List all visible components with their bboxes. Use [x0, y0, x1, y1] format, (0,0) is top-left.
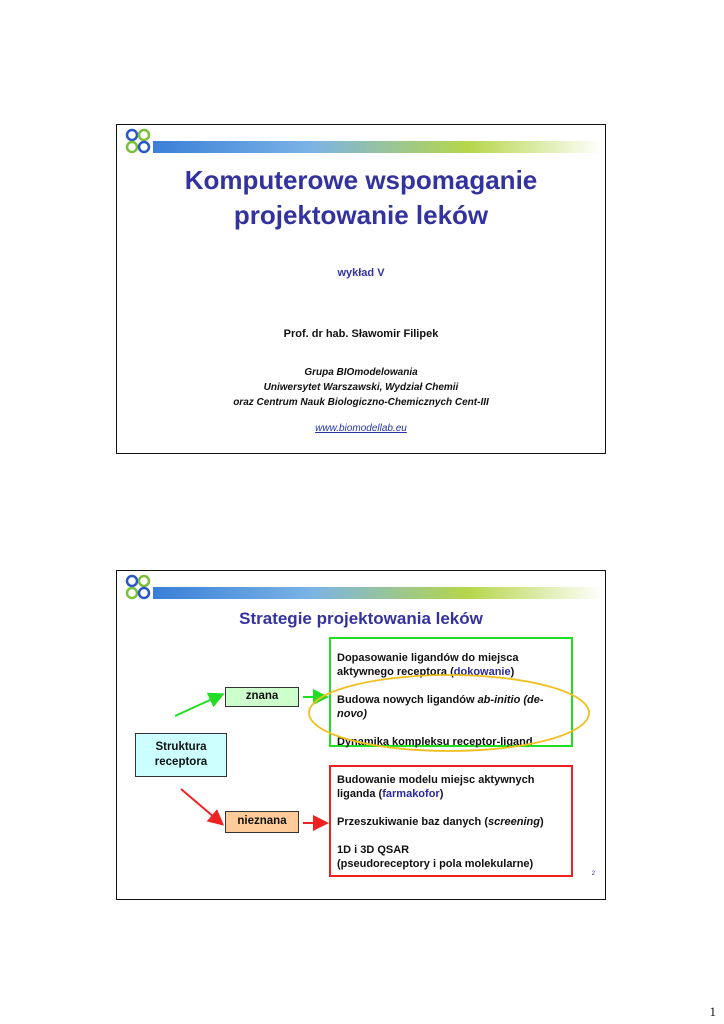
- slide-number: 2: [591, 871, 595, 877]
- known-item-docking-line1: Dopasowanie ligandów do miejsca: [337, 652, 519, 664]
- unknown-item-pharmacophore-line1: Budowanie modelu miejsc aktywnych: [337, 774, 535, 786]
- lecture-subtitle: wykład V: [337, 267, 385, 279]
- unknown-item-pharmacophore-line2: liganda (farmakofor): [337, 788, 444, 800]
- unknown-methods-box: [329, 765, 573, 877]
- page-title: Komputerowe wspomaganie projektowanie leków: [184, 165, 538, 230]
- header-gradient-bar: [153, 587, 603, 599]
- unknown-item-qsar-line1: 1D i 3D QSAR: [337, 844, 410, 856]
- title-slide: [116, 124, 606, 454]
- structure-receptor-box: Struktura receptora: [135, 733, 227, 777]
- strategy-slide: [116, 570, 606, 900]
- known-item-dynamics: Dynamika kompleksu receptor-ligand: [337, 736, 533, 748]
- known-label-box: znana: [225, 687, 299, 707]
- unknown-item-qsar-line2: (pseudoreceptory i pola molekularne): [337, 858, 534, 870]
- molecule-logo-icon: [124, 573, 154, 603]
- professor-name: Prof. dr hab. Sławomir Filipek: [283, 328, 439, 340]
- header-gradient-bar: [153, 141, 603, 153]
- organization: Grupa BIOmodelowania Uniwersytet Warszawski, Wydział Chemii oraz Centrum Nauk Biologiczno-Chemicznych Cent-III: [233, 367, 489, 408]
- known-methods-box: [329, 637, 573, 747]
- unknown-item-screening: Przeszukiwanie baz danych (screening): [337, 816, 544, 828]
- known-item-docking-line2: aktywnego receptora (dokowanie): [337, 666, 515, 678]
- arrow-structure-to-known: [175, 695, 221, 716]
- arrow-structure-to-unknown: [181, 789, 221, 823]
- page-number: 1: [709, 1004, 716, 1019]
- molecule-logo-icon: [124, 127, 154, 157]
- known-item-denovo: Budowa nowych ligandów ab-initio (de-novo): [337, 694, 544, 720]
- website-link[interactable]: www.biomodellab.eu: [315, 423, 407, 434]
- unknown-label-box: nieznana: [225, 811, 299, 833]
- slide-title: Strategie projektowania leków: [239, 609, 483, 628]
